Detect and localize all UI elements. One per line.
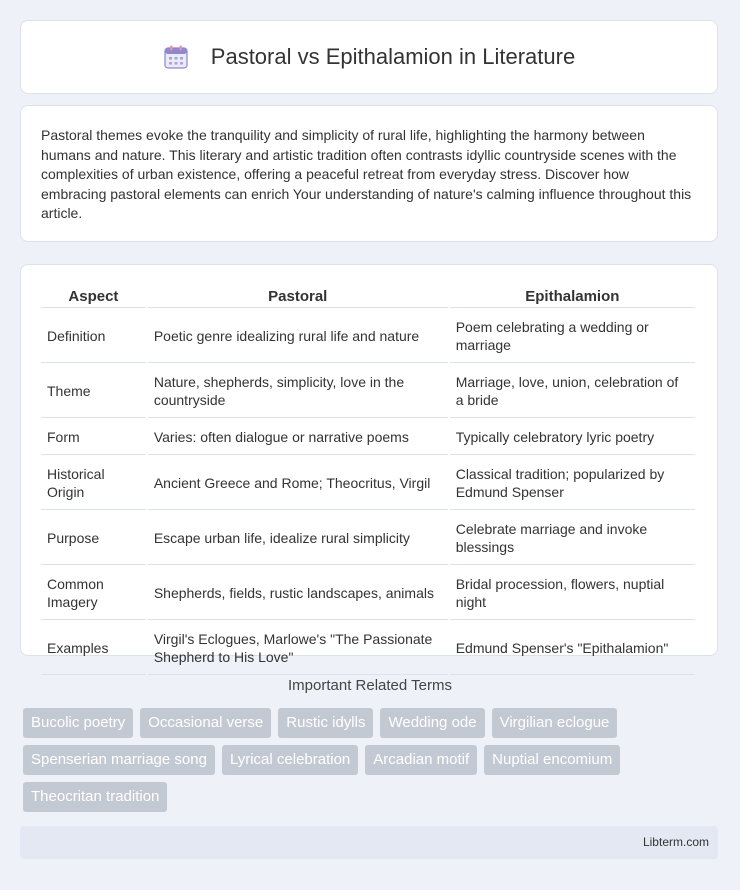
cell-pastoral: Ancient Greece and Rome; Theocritus, Virgil (148, 457, 448, 510)
intro-text: Pastoral themes evoke the tranquility and simplicity of rural life, highlighting the harmony between humans and nature. This literary and artistic tradition often contrasts idyllic countryside scenes with the complexities of urban existence, offering a peaceful retreat from everyday stress. Discover how embracing pastoral elements can enrich Your understanding of nature's calming influence throughout this article. (41, 127, 692, 222)
tag-wedding-ode[interactable]: Wedding ode (380, 708, 484, 738)
header (163, 44, 575, 70)
cell-epithalamion: Classical tradition; popularized by Edmund Spenser (450, 457, 695, 510)
header-pastoral: Pastoral (148, 285, 448, 308)
header-card (20, 20, 718, 94)
cell-pastoral: Virgil's Eclogues, Marlowe's "The Passionate Shepherd to His Love" (148, 622, 448, 675)
cell-pastoral: Shepherds, fields, rustic landscapes, animals (148, 567, 448, 620)
tag-arcadian-motif[interactable]: Arcadian motif (365, 745, 477, 775)
cell-aspect: Purpose (41, 512, 146, 565)
table-row (41, 310, 695, 363)
cell-epithalamion: Poem celebrating a wedding or marriage (450, 310, 695, 363)
page-title: Pastoral vs Epithalamion in Literature (210, 44, 576, 69)
table-row (41, 512, 695, 565)
cell-epithalamion: Bridal procession, flowers, nuptial night (450, 567, 695, 620)
cell-aspect: Definition (41, 310, 146, 363)
header-aspect: Aspect (41, 285, 146, 308)
cell-pastoral: Varies: often dialogue or narrative poems (148, 420, 448, 455)
calendar-icon (163, 44, 189, 70)
comparison-card (20, 264, 718, 665)
cell-aspect: Form (41, 420, 146, 455)
header-epithalamion: Epithalamion (450, 285, 695, 308)
table-row (41, 457, 695, 510)
tag-lyrical-celebration[interactable]: Lyrical celebration (222, 745, 358, 775)
table-row (41, 365, 695, 418)
cell-aspect: Historical Origin (41, 457, 146, 510)
tag-bucolic-poetry[interactable]: Bucolic poetry (23, 708, 133, 738)
table-row (41, 622, 695, 675)
cell-aspect: Theme (41, 365, 146, 418)
tag-spenserian-marriage-song[interactable]: Spenserian marriage song (23, 745, 215, 775)
cell-aspect: Examples (41, 622, 146, 675)
table-header-row (41, 285, 695, 308)
tag-theocritan-tradition[interactable]: Theocritan tradition (23, 782, 167, 812)
cell-epithalamion: Typically celebratory lyric poetry (450, 420, 695, 455)
table-row (41, 567, 695, 620)
cell-pastoral: Escape urban life, idealize rural simplicity (148, 512, 448, 565)
cell-epithalamion: Edmund Spenser's "Epithalamion" (450, 622, 695, 675)
table-row (41, 420, 695, 455)
cell-pastoral: Nature, shepherds, simplicity, love in the countryside (148, 365, 448, 418)
related-terms-tags (23, 708, 723, 819)
footer-site-link[interactable]: Libterm.com (642, 835, 709, 849)
cell-aspect: Common Imagery (41, 567, 146, 620)
tag-rustic-idylls[interactable]: Rustic idylls (278, 708, 373, 738)
tag-nuptial-encomium[interactable]: Nuptial encomium (484, 745, 620, 775)
tag-virgilian-eclogue[interactable]: Virgilian eclogue (492, 708, 618, 738)
cell-epithalamion: Marriage, love, union, celebration of a bride (450, 365, 695, 418)
intro-card (20, 105, 718, 242)
cell-epithalamion: Celebrate marriage and invoke blessings (450, 512, 695, 565)
related-terms-title: Important Related Terms (288, 677, 452, 694)
footer (20, 826, 718, 859)
comparison-table (39, 283, 697, 677)
cell-pastoral: Poetic genre idealizing rural life and nature (148, 310, 448, 363)
tag-occasional-verse[interactable]: Occasional verse (140, 708, 271, 738)
